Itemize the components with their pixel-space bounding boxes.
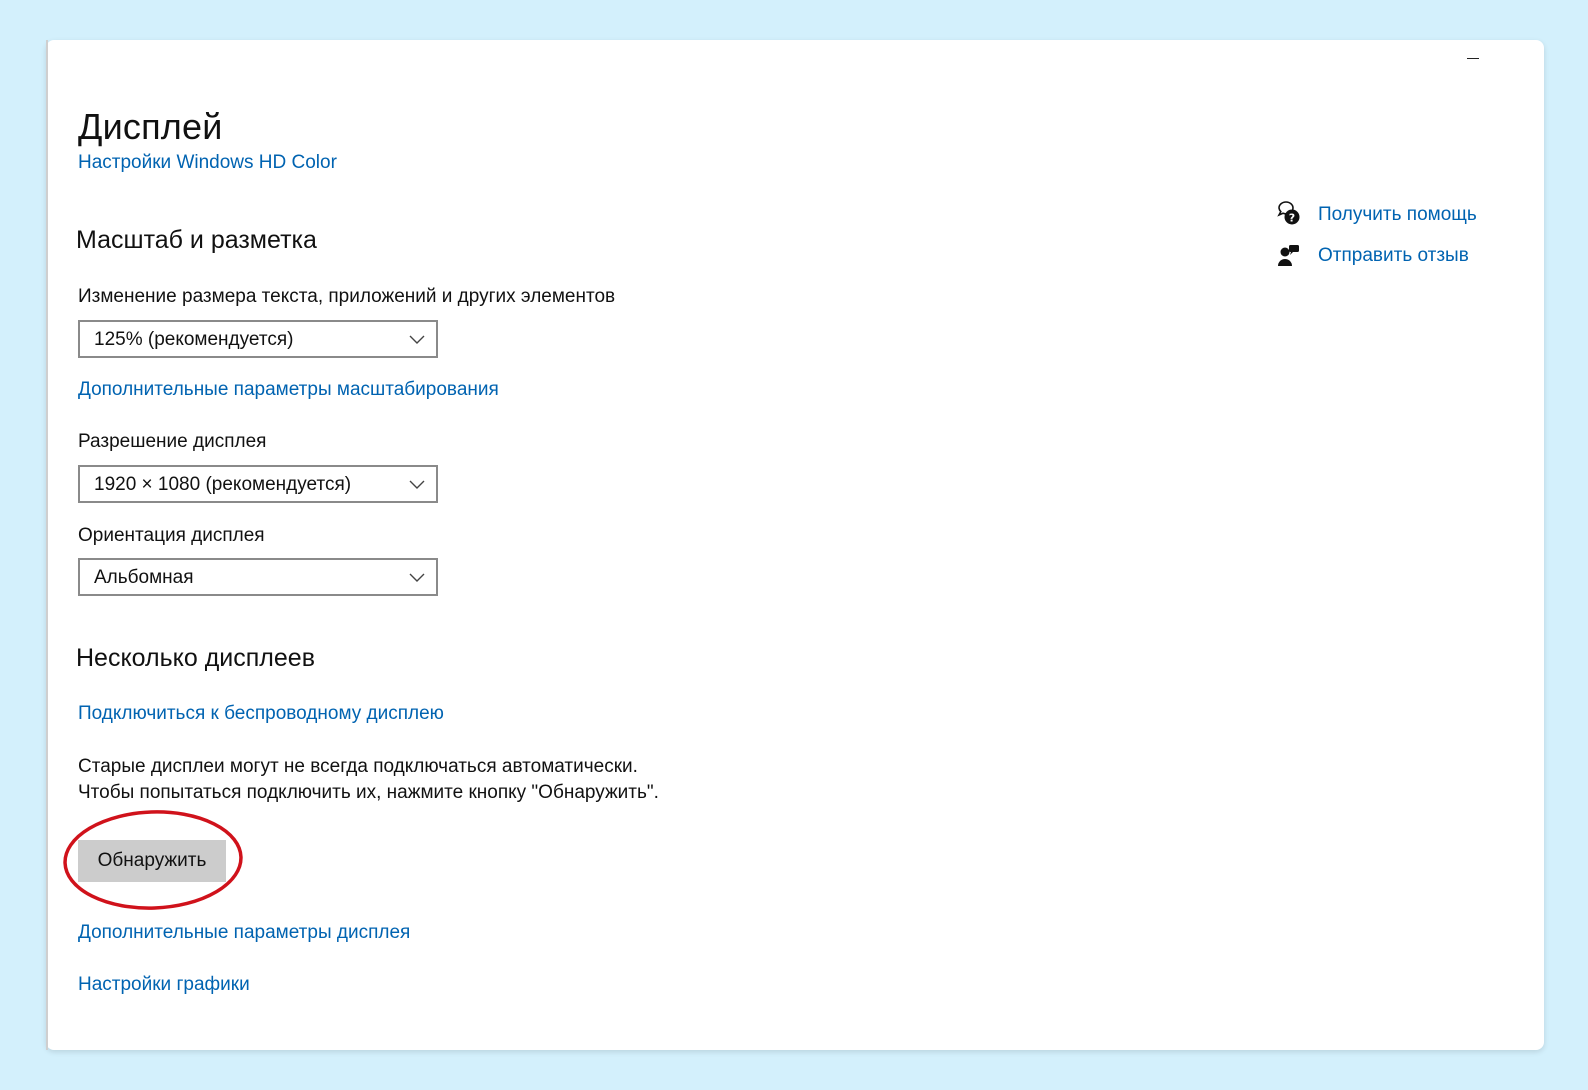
send-feedback-link[interactable]: Отправить отзыв xyxy=(1318,245,1469,266)
get-help-link[interactable]: Получить помощь xyxy=(1318,204,1477,225)
scale-dropdown[interactable] xyxy=(78,320,438,358)
detect-description: Старые дисплеи могут не всегда подключаться автоматически. Чтобы попытаться подключить их, нажмите кнопку "Обнаружить". xyxy=(78,756,659,803)
minimize-button[interactable] xyxy=(1458,48,1488,68)
multi-display-section-title: Несколько дисплеев xyxy=(76,644,315,672)
advanced-display-link[interactable]: Дополнительные параметры дисплея xyxy=(78,922,411,943)
graphics-settings-link[interactable]: Настройки графики xyxy=(78,974,250,995)
feedback-row[interactable] xyxy=(1276,243,1469,269)
chevron-down-icon xyxy=(408,475,426,493)
resolution-label: Разрешение дисплея xyxy=(78,431,267,452)
orientation-dropdown[interactable] xyxy=(78,558,438,596)
clipped-link-area xyxy=(78,152,578,173)
hd-color-settings-link[interactable]: Настройки Windows HD Color xyxy=(78,152,337,173)
settings-window xyxy=(46,40,1544,1050)
help-chat-icon xyxy=(1276,202,1302,228)
advanced-scaling-link[interactable]: Дополнительные параметры масштабирования xyxy=(78,379,499,400)
resolution-dropdown[interactable] xyxy=(78,465,438,503)
scale-section-title: Масштаб и разметка xyxy=(76,226,317,254)
help-row[interactable] xyxy=(1276,202,1477,228)
feedback-person-icon xyxy=(1276,243,1302,269)
resolution-dropdown-value: 1920 × 1080 (рекомендуется) xyxy=(94,474,352,495)
size-label: Изменение размера текста, приложений и других элементов xyxy=(78,286,616,307)
window-left-edge xyxy=(46,40,48,1050)
orientation-label: Ориентация дисплея xyxy=(78,525,265,546)
wireless-display-link[interactable]: Подключиться к беспроводному дисплею xyxy=(78,703,444,724)
chevron-down-icon xyxy=(408,568,426,586)
chevron-down-icon xyxy=(408,330,426,348)
svg-text:?: ? xyxy=(1288,211,1296,225)
detect-button[interactable]: Обнаружить xyxy=(78,840,226,882)
page-title: Дисплей xyxy=(78,106,223,147)
scale-dropdown-value: 125% (рекомендуется) xyxy=(94,329,294,350)
orientation-dropdown-value: Альбомная xyxy=(94,567,194,588)
